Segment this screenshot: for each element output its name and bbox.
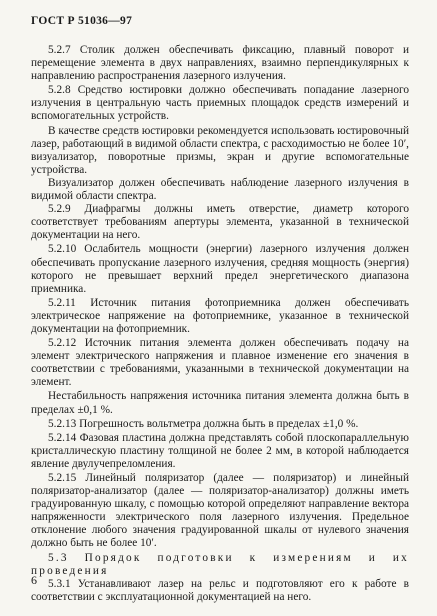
paragraph-5-2-12: 5.2.12 Источник питания элемента должен обеспечивать подачу на элемент электрического напряжения и плавное изменение его значения в соответствии с требованиями, указанными в технической документации на элемент. [31,337,409,389]
page-number: 6 [31,573,37,587]
section-heading-5-3: 5.3 Порядок подготовки к измерениям и их проведения [31,551,409,577]
paragraph-5-2-13: 5.2.13 Погрешность вольтметра должна быть в пределах ±1,0 %. [48,417,359,430]
paragraph-instability: Нестабильность напряжения источника питания элемента должна быть в пределах ±0,1 %. [31,390,409,416]
paragraph-5-2-10: 5.2.10 Ослабитель мощности (энергии) лазерного излучения должен обеспечивать пропускание лазерного излучения, средняя мощность (энергия) которого не превышает верхний предел энергетического диапазона приемника. [31,243,409,295]
paragraph-5-2-8: 5.2.8 Средство юстировки должно обеспечивать попадание лазерного излучения в центральную часть приемных площадок средств измерений и вспомогательных устройств. [31,84,409,123]
paragraph-5-3-1: 5.3.1 Устанавливают лазер на рельс и подготовляют его к работе в соответствии с эксплуатационной документацией на него. [31,577,409,603]
paragraph-5-2-14: 5.2.14 Фазовая пластина должна представлять собой плоскопараллельную кристаллическую пластину толщиной не более 2 мм, в которой наблюдается явление двулучепреломления. [31,431,409,470]
paragraph-alignment-means: В качестве средств юстировки рекомендуется использовать юстировочный лазер, работающий в видимой области спектра, с расходимостью не более 10′, визуализатор, поворотные призмы, экран и другие вспомогательные устройства. [31,124,409,176]
paragraph-5-2-11: 5.2.11 Источник питания фотоприемника должен обеспечивать электрическое напряжение на фотоприемнике, указанное в технической документации на фотоприемник. [31,296,409,335]
paragraph-5-2-7: 5.2.7 Столик должен обеспечивать фиксацию, плавный поворот и перемещение элемента в двух направлениях, взаимно перпендикулярных к направлению распространения лазерного излучения. [31,44,409,83]
paragraph-5-2-15: 5.2.15 Линейный поляризатор (далее — поляризатор) и линейный поляризатор-анализатор (далее — поляризатор-анализатор) должны иметь градуированную шкалу, с помощью которой определяют направление вектора напряженности электрического поля лазерного излучения. Предельное отклонение любого значения градуированной шкалы от нулевого значения должно быть не более 10′. [31,472,409,550]
paragraph-5-2-9: 5.2.9 Диафрагмы должны иметь отверстие, диаметр которого соответствует требованиям апертуры элемента, указанной в технической документации на него. [31,203,409,242]
document-header: ГОСТ Р 51036—97 [31,15,133,27]
document-body [31,44,409,604]
paragraph-visualizer: Визуализатор должен обеспечивать наблюдение лазерного излучения в видимой области спектра. [31,176,409,203]
